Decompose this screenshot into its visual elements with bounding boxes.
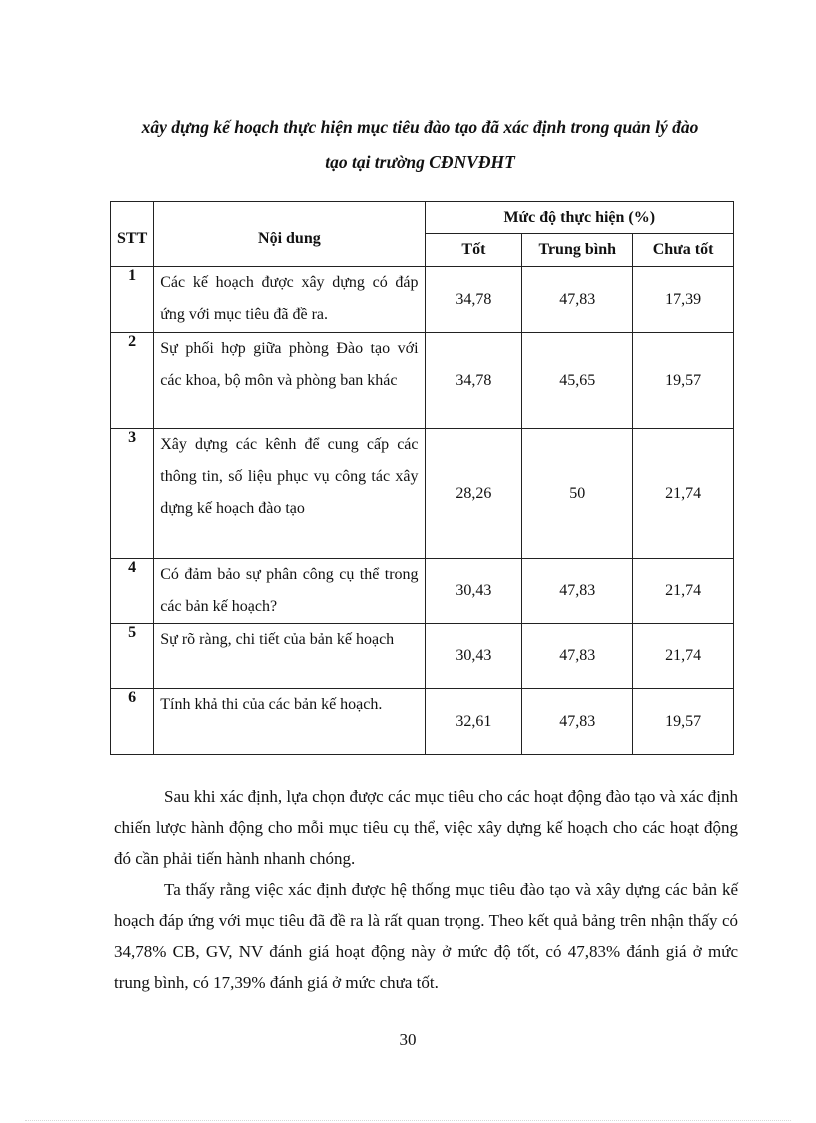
row-poor: 19,57 (633, 333, 734, 429)
row-poor: 21,74 (633, 559, 734, 624)
table-caption (100, 110, 740, 180)
body-paragraph-2: Ta thấy rằng việc xác định được hệ thống mục tiêu đào tạo và xây dựng các bản kế hoạch đáp ứng với mục tiêu đã đề ra là rất quan trọng. Theo kết quả bảng trên nhận thấy có 34,78% CB, GV, NV đánh giá hoạt động này ở mức độ tốt, có 47,83% đánh giá ở mức trung bình, có 17,39% đánh giá ở mức chưa tốt. (114, 880, 738, 992)
row-poor: 21,74 (633, 429, 734, 559)
row-good: 30,43 (425, 624, 522, 689)
row-stt: 4 (111, 559, 154, 624)
row-poor: 21,74 (633, 624, 734, 689)
row-content: Các kế hoạch được xây dựng có đáp ứng với mục tiêu đã đề ra. (154, 267, 425, 333)
table-row (111, 333, 734, 429)
row-poor: 19,57 (633, 689, 734, 755)
header-content: Nội dung (154, 202, 425, 267)
row-good: 28,26 (425, 429, 522, 559)
table-row (111, 267, 734, 333)
row-average: 45,65 (522, 333, 633, 429)
row-poor: 17,39 (633, 267, 734, 333)
row-content: Sự phối hợp giữa phòng Đào tạo với các khoa, bộ môn và phòng ban khác (154, 333, 425, 429)
header-good: Tốt (425, 234, 522, 267)
row-average: 47,83 (522, 624, 633, 689)
row-average: 47,83 (522, 559, 633, 624)
caption-line-1: xây dựng kế hoạch thực hiện mục tiêu đào tạo đã xác định trong quản lý đào (141, 117, 699, 137)
row-good: 34,78 (425, 267, 522, 333)
table-row (111, 624, 734, 689)
table-row (111, 689, 734, 755)
header-group: Mức độ thực hiện (%) (425, 202, 733, 234)
row-stt: 5 (111, 624, 154, 689)
page-number: 30 (399, 1030, 417, 1049)
table-row (111, 429, 734, 559)
row-average: 50 (522, 429, 633, 559)
row-stt: 1 (111, 267, 154, 333)
row-content: Tính khả thi của các bản kế hoạch. (154, 689, 425, 755)
row-content: Xây dựng các kênh để cung cấp các thông tin, số liệu phục vụ công tác xây dựng kế hoạch đào tạo (154, 429, 425, 559)
page-bottom-rule (25, 1120, 791, 1121)
row-content: Có đảm bảo sự phân công cụ thể trong các bản kế hoạch? (154, 559, 425, 624)
header-poor: Chưa tốt (633, 234, 734, 267)
header-average: Trung bình (522, 234, 633, 267)
row-good: 32,61 (425, 689, 522, 755)
row-stt: 2 (111, 333, 154, 429)
row-good: 34,78 (425, 333, 522, 429)
caption-line-2: tạo tại trường CĐNVĐHT (325, 152, 515, 172)
row-good: 30,43 (425, 559, 522, 624)
row-average: 47,83 (522, 689, 633, 755)
table-row (111, 559, 734, 624)
row-stt: 6 (111, 689, 154, 755)
row-content: Sự rõ ràng, chi tiết của bản kế hoạch (154, 624, 425, 689)
evaluation-table (110, 201, 734, 755)
body-paragraph-1: Sau khi xác định, lựa chọn được các mục tiêu cho các hoạt động đào tạo và xác định chiến lược hành động cho mỗi mục tiêu cụ thể, việc xây dựng kế hoạch cho các hoạt động đó cần phải tiến hành nhanh chóng. (114, 787, 738, 868)
header-stt: STT (111, 202, 154, 267)
row-stt: 3 (111, 429, 154, 559)
row-average: 47,83 (522, 267, 633, 333)
